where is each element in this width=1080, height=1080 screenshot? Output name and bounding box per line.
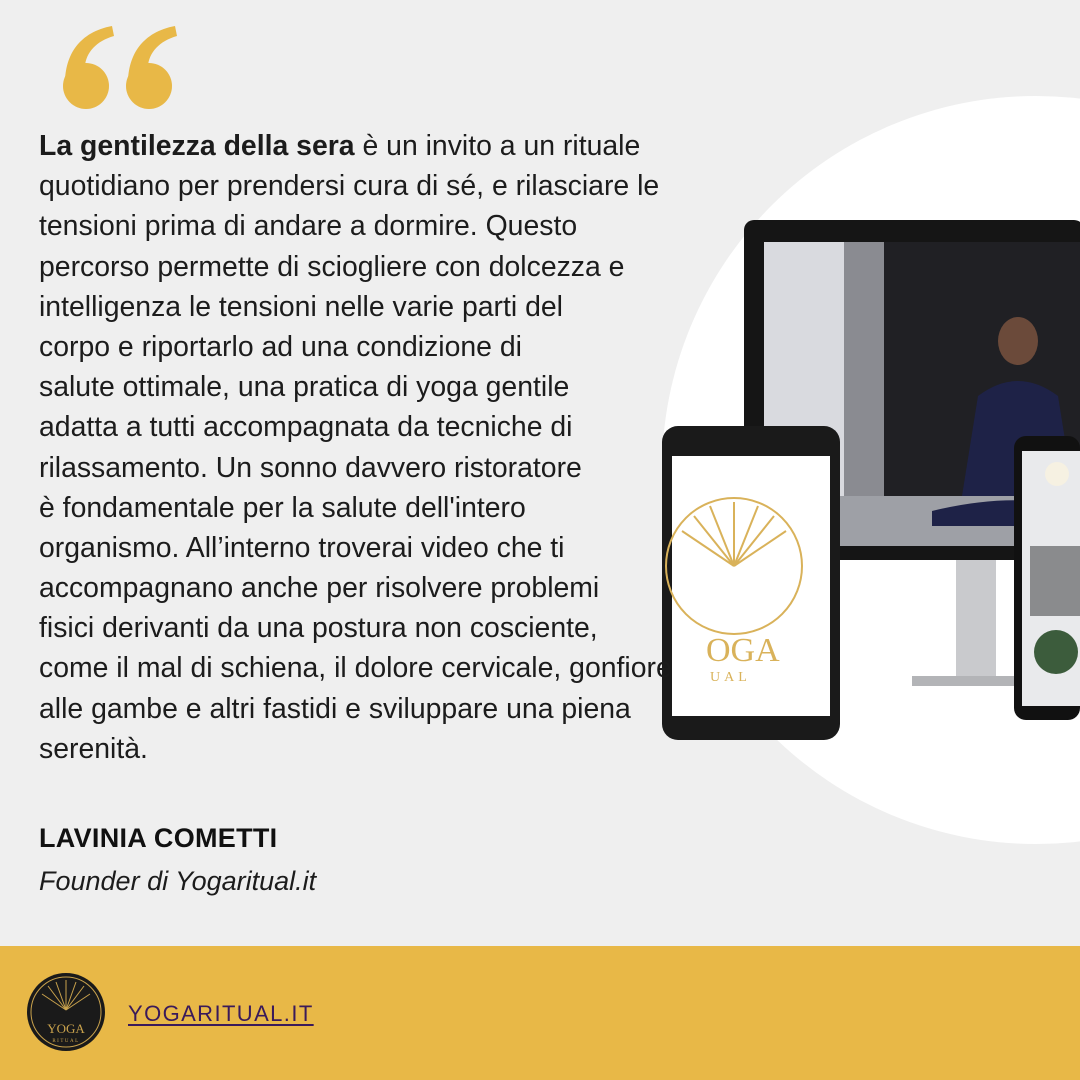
tablet-logo-text: OGA <box>706 632 780 669</box>
quote-line: quotidiano per prendersi cura di sé, e rilasciare le <box>39 170 660 203</box>
quote-body <box>39 126 759 769</box>
quote-line: salute ottimale, una pratica di yoga gentile <box>39 371 570 404</box>
website-link[interactable]: YOGARITUAL.IT <box>128 1001 314 1026</box>
quote-line: adatta a tutti accompagnata da tecniche di <box>39 411 573 444</box>
quote-line <box>39 126 759 166</box>
quote-highlight: La gentilezza della sera <box>39 130 355 162</box>
author-role: Founder di Yogaritual.it <box>39 866 317 896</box>
quote-text: è un invito a un rituale <box>354 130 641 162</box>
quote-line: alle gambe e altri fastidi e sviluppare una piena <box>39 692 631 725</box>
quote-line: percorso permette di sciogliere con dolcezza e <box>39 250 625 283</box>
footer-bar <box>0 946 1080 1080</box>
logo-text: YOGA <box>47 1021 85 1036</box>
logo-subtext: RITUAL <box>52 1039 80 1044</box>
quote-line: tensioni prima di andare a dormire. Questo <box>39 210 578 243</box>
quote-line: come il mal di schiena, il dolore cervicale, gonfiore <box>39 652 672 685</box>
quote-line: accompagnano anche per risolvere problemi <box>39 572 600 605</box>
quote-line: intelligenza le tensioni nelle varie parti del <box>39 290 563 323</box>
yoga-ritual-logo <box>26 972 106 1052</box>
quote-line: corpo e riportarlo ad una condizione di <box>39 330 522 363</box>
quote-line: serenità. <box>39 732 148 765</box>
quote-line: organismo. All’interno troverai video che ti <box>39 531 565 564</box>
author-name: LAVINIA COMETTI <box>39 823 278 853</box>
quote-open-icon <box>62 26 178 110</box>
quote-line: rilassamento. Un sonno davvero ristoratore <box>39 451 582 484</box>
quote-line: fisici derivanti da una postura non cosciente, <box>39 612 598 645</box>
quote-line: è fondamentale per la salute dell'intero <box>39 491 526 524</box>
tablet-logo-subtext: UAL <box>710 670 751 685</box>
